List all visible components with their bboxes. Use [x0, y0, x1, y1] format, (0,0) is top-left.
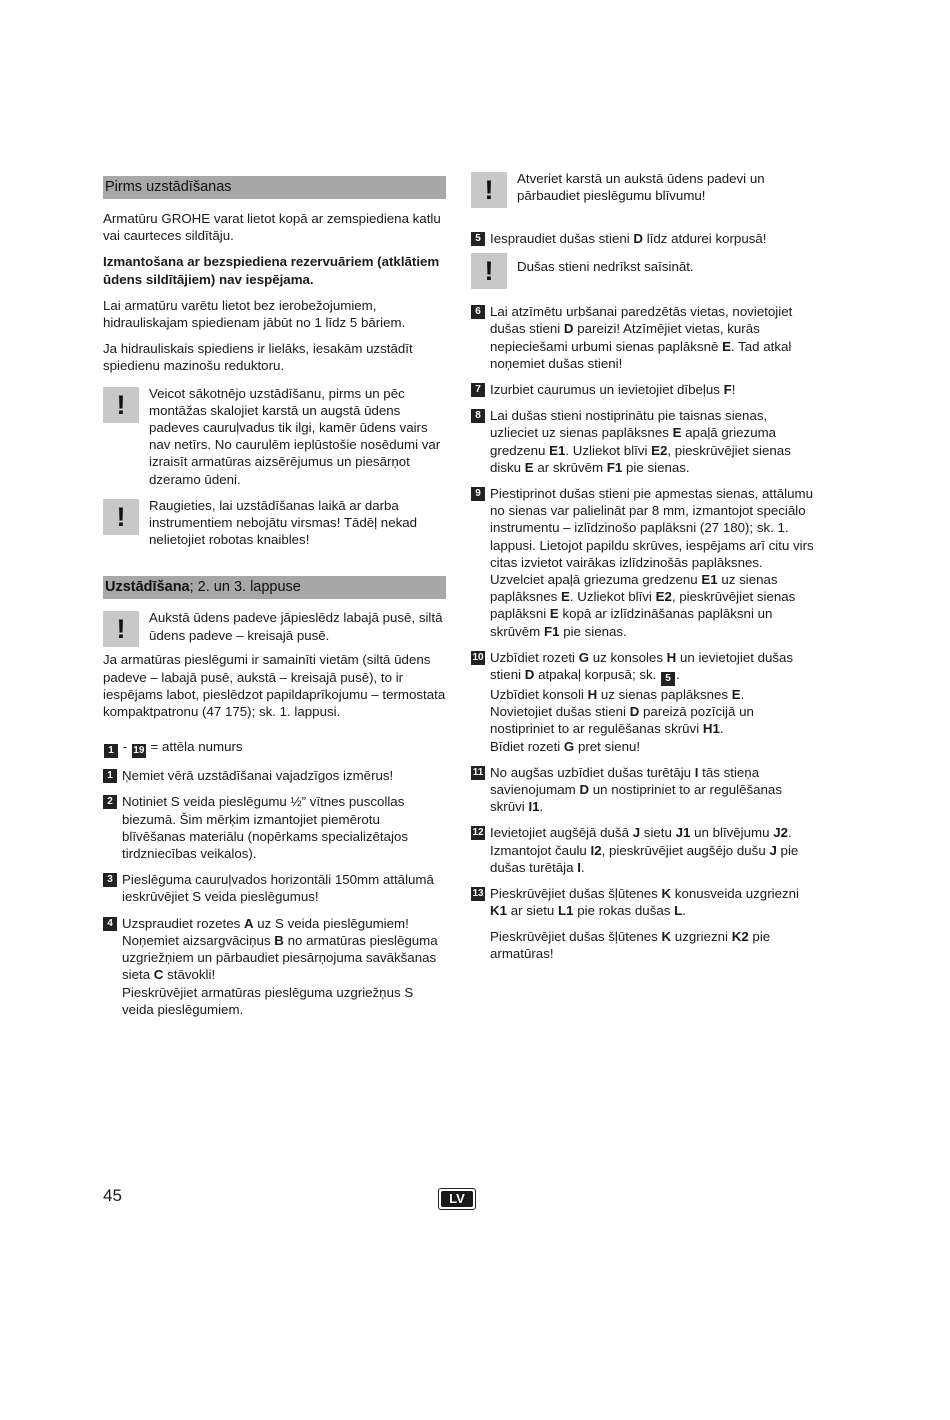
warning-exclamation-icon: ! — [471, 172, 507, 208]
paragraph: Armatūru GROHE varat lietot kopā ar zemspiediena katlu vai caurteces sildītāju. — [103, 211, 441, 244]
step-number-badge: 10 — [472, 651, 484, 663]
warning-note — [103, 497, 446, 549]
section-title-before-installation: Pirms uzstādīšanas — [103, 176, 446, 199]
step-6: 6 Lai atzīmētu urbšanai paredzētās vietas, novietojiet dušas stieni D pareizi! Atzīmējiet vietas, kurās nepieciešami urbumi sienas paplāksnē E. Tad atkal noņemiet dušas stieni! — [471, 303, 816, 372]
figure-number-badge: 19 — [133, 745, 145, 757]
warning-text: Atveriet karstā un aukstā ūdens padevi un pārbaudiet pieslēgumu blīvumu! — [517, 171, 765, 204]
step-9: 9 Piestiprinot dušas stieni pie apmestas sienas, attālumu no sienas var palielināt par 8 mm, izmantojot speciālo instrumentu – izlīdzinošo paplāksni (27 180); sk. 1. lappusi. Lietojot papildu skrūves, iespējams arī citu virs citas izvietot vairākas izlīdzinošās paplāksnes. Uzvelciet apaļā griezuma gredzenu E1 uz sienas paplāksnes E. Uzliekot blīvi E2, pieskrūvējiet sienas paplāksni E kopā ar izlīdzināšanas paplāksni un skrūvēm F1 pie sienas. — [471, 485, 816, 640]
step-13: 13 Pieskrūvējiet dušas šļūtenes K konusveida uzgriezni K1 ar sietu L1 pie rokas dušas L. Pieskrūvējiet dušas šļūtenes K uzgriezni K2 pie armatūras! — [472, 886, 799, 961]
step-7: 7 Izurbiet caurumus un ievietojiet dībeļus F! — [471, 381, 816, 398]
paragraph-bold: Izmantošana ar bezspiediena rezervuāriem (atklātiem ūdens sildītājiem) nav iespējama. — [103, 254, 440, 287]
step-number-badge: 6 — [471, 305, 485, 319]
step-number-badge: 3 — [103, 873, 117, 887]
step-8: 8 Lai dušas stieni nostiprinātu pie taisnas sienas, uzlieciet uz sienas paplāksnes E apaļā griezuma gredzenu E1. Uzliekot blīvi E2, pieskrūvējiet sienas disku E ar skrūvēm F1 pie sienas. — [471, 407, 816, 476]
paragraph: Ja hidrauliskais spiediens ir lielāks, iesakām uzstādīt spiedienu mazinošu reduktoru. — [103, 341, 413, 374]
warning-note — [471, 251, 816, 289]
step-number-badge: 8 — [471, 409, 485, 423]
step-number-badge: 12 — [472, 827, 484, 839]
warning-text: Aukstā ūdens padeve jāpieslēdz labajā pusē, siltā ūdens padeve – kreisajā pusē. — [149, 610, 443, 643]
warning-text: Raugieties, lai uzstādīšanas laikā ar darba instrumentiem nebojātu virsmas! Tādēļ nekad nelietojiet robotas knaibles! — [149, 497, 418, 548]
step-1: 1 Ņemiet vērā uzstādīšanai vajadzīgos izmērus! — [103, 767, 446, 784]
step-12: 12 Ievietojiet augšējā dušā J sietu J1 un blīvējumu J2. Izmantojot čaulu I2, pieskrūvējiet augšējo dušu J pie dušas turētāja I. — [472, 825, 799, 875]
step-number-badge: 13 — [472, 888, 484, 900]
step-number-badge: 5 — [471, 232, 485, 246]
step-10: 10 Uzbīdiet rozeti G uz konsoles H un ievietojiet dušas stieni D atpakaļ korpusā; sk. 5 . Uzbīdiet konsoli H uz sienas paplāksnes E. Novietojiet dušas stieni D pareizā pozīcijā un nostipriniet to ar regulēšanas skrūvi H1. Bīdiet rozeti G pret sienu! — [472, 649, 794, 754]
warning-exclamation-icon: ! — [103, 611, 139, 647]
warning-exclamation-icon: ! — [103, 499, 139, 535]
step-number-badge: 11 — [472, 766, 484, 778]
paragraph: Lai armatūru varētu lietot bez ierobežojumiem, hidrauliskajam spiedienam jābūt no 1 līdz 5 bāriem. — [103, 297, 406, 331]
warning-note — [103, 385, 446, 488]
paragraph: Ja armatūras pieslēgumi ir samainīti vietām (siltā ūdens padeve – labajā pusē, aukstā – kreisajā pusē), to ir iespējams labot, pieslēdzot papildaprīkojumu – termostata kompaktpatronu (47 175); sk. 1. lappusi. — [103, 652, 446, 720]
figure-reference-badge: 5 — [661, 672, 675, 686]
figure-number-badge: 1 — [104, 744, 118, 758]
step-2: 2 Notiniet S veida pieslēgumu ½” vītnes puscollas biezumā. Šim mērķim izmantojiet piemērotu blīvēšanas materiālu (nopērkams specializētajos tirdzniecības veikalos). — [103, 793, 446, 862]
step-5: 5 Iespraudiet dušas stieni D līdz atdurei korpusā! — [471, 230, 816, 247]
right-column — [471, 170, 816, 962]
step-4: 4 Uzspraudiet rozetes A uz S veida pieslēgumiem! Noņemiet aizsargvāciņus B no armatūras pieslēguma uzgriežņiem un pārbaudiet piesārņojuma savākšanas sieta C stāvokli! Pieskrūvējiet armatūras pieslēguma uzgriežņus S veida pieslēgumiem. — [103, 915, 446, 1018]
step-number-badge: 2 — [103, 795, 117, 809]
step-11: 11 No augšas uzbīdiet dušas turētāju I tās stieņa savienojumam D un nostipriniet to ar regulēšanas skrūvi I1. — [472, 764, 782, 815]
warning-exclamation-icon: ! — [471, 253, 507, 289]
figure-legend: 1 - 19 = attēla numurs — [103, 738, 446, 758]
step-number-badge: 1 — [103, 769, 117, 783]
step-3: 3 Pieslēguma cauruļvados horizontāli 150mm attālumā ieskrūvējiet S veida pieslēgumus! — [103, 871, 446, 905]
page-number: 45 — [103, 1186, 122, 1205]
step-number-badge: 4 — [103, 917, 117, 931]
step-number-badge: 7 — [471, 383, 485, 397]
left-column — [103, 176, 446, 1018]
warning-note — [103, 609, 446, 647]
section-title-installation: Uzstādīšana; 2. un 3. lappuse — [103, 576, 446, 599]
step-number-badge: 9 — [471, 487, 485, 501]
warning-text: Dušas stieni nedrīkst saīsināt. — [517, 259, 694, 275]
language-code: LV — [441, 1191, 473, 1207]
language-badge — [438, 1188, 476, 1210]
warning-text: Veicot sākotnējo uzstādīšanu, pirms un pēc montāžas skalojiet karstā un augstā ūdens padeves cauruļvadus tik ilgi, kamēr ūdens vairs nav netīrs. No caurulēm ieplūstošie nosēdumi var izraisīt armatūras aizsērējumus un piesārņot dzeramo ūdeni. — [149, 385, 441, 487]
warning-exclamation-icon: ! — [103, 387, 139, 423]
warning-note — [471, 170, 816, 208]
